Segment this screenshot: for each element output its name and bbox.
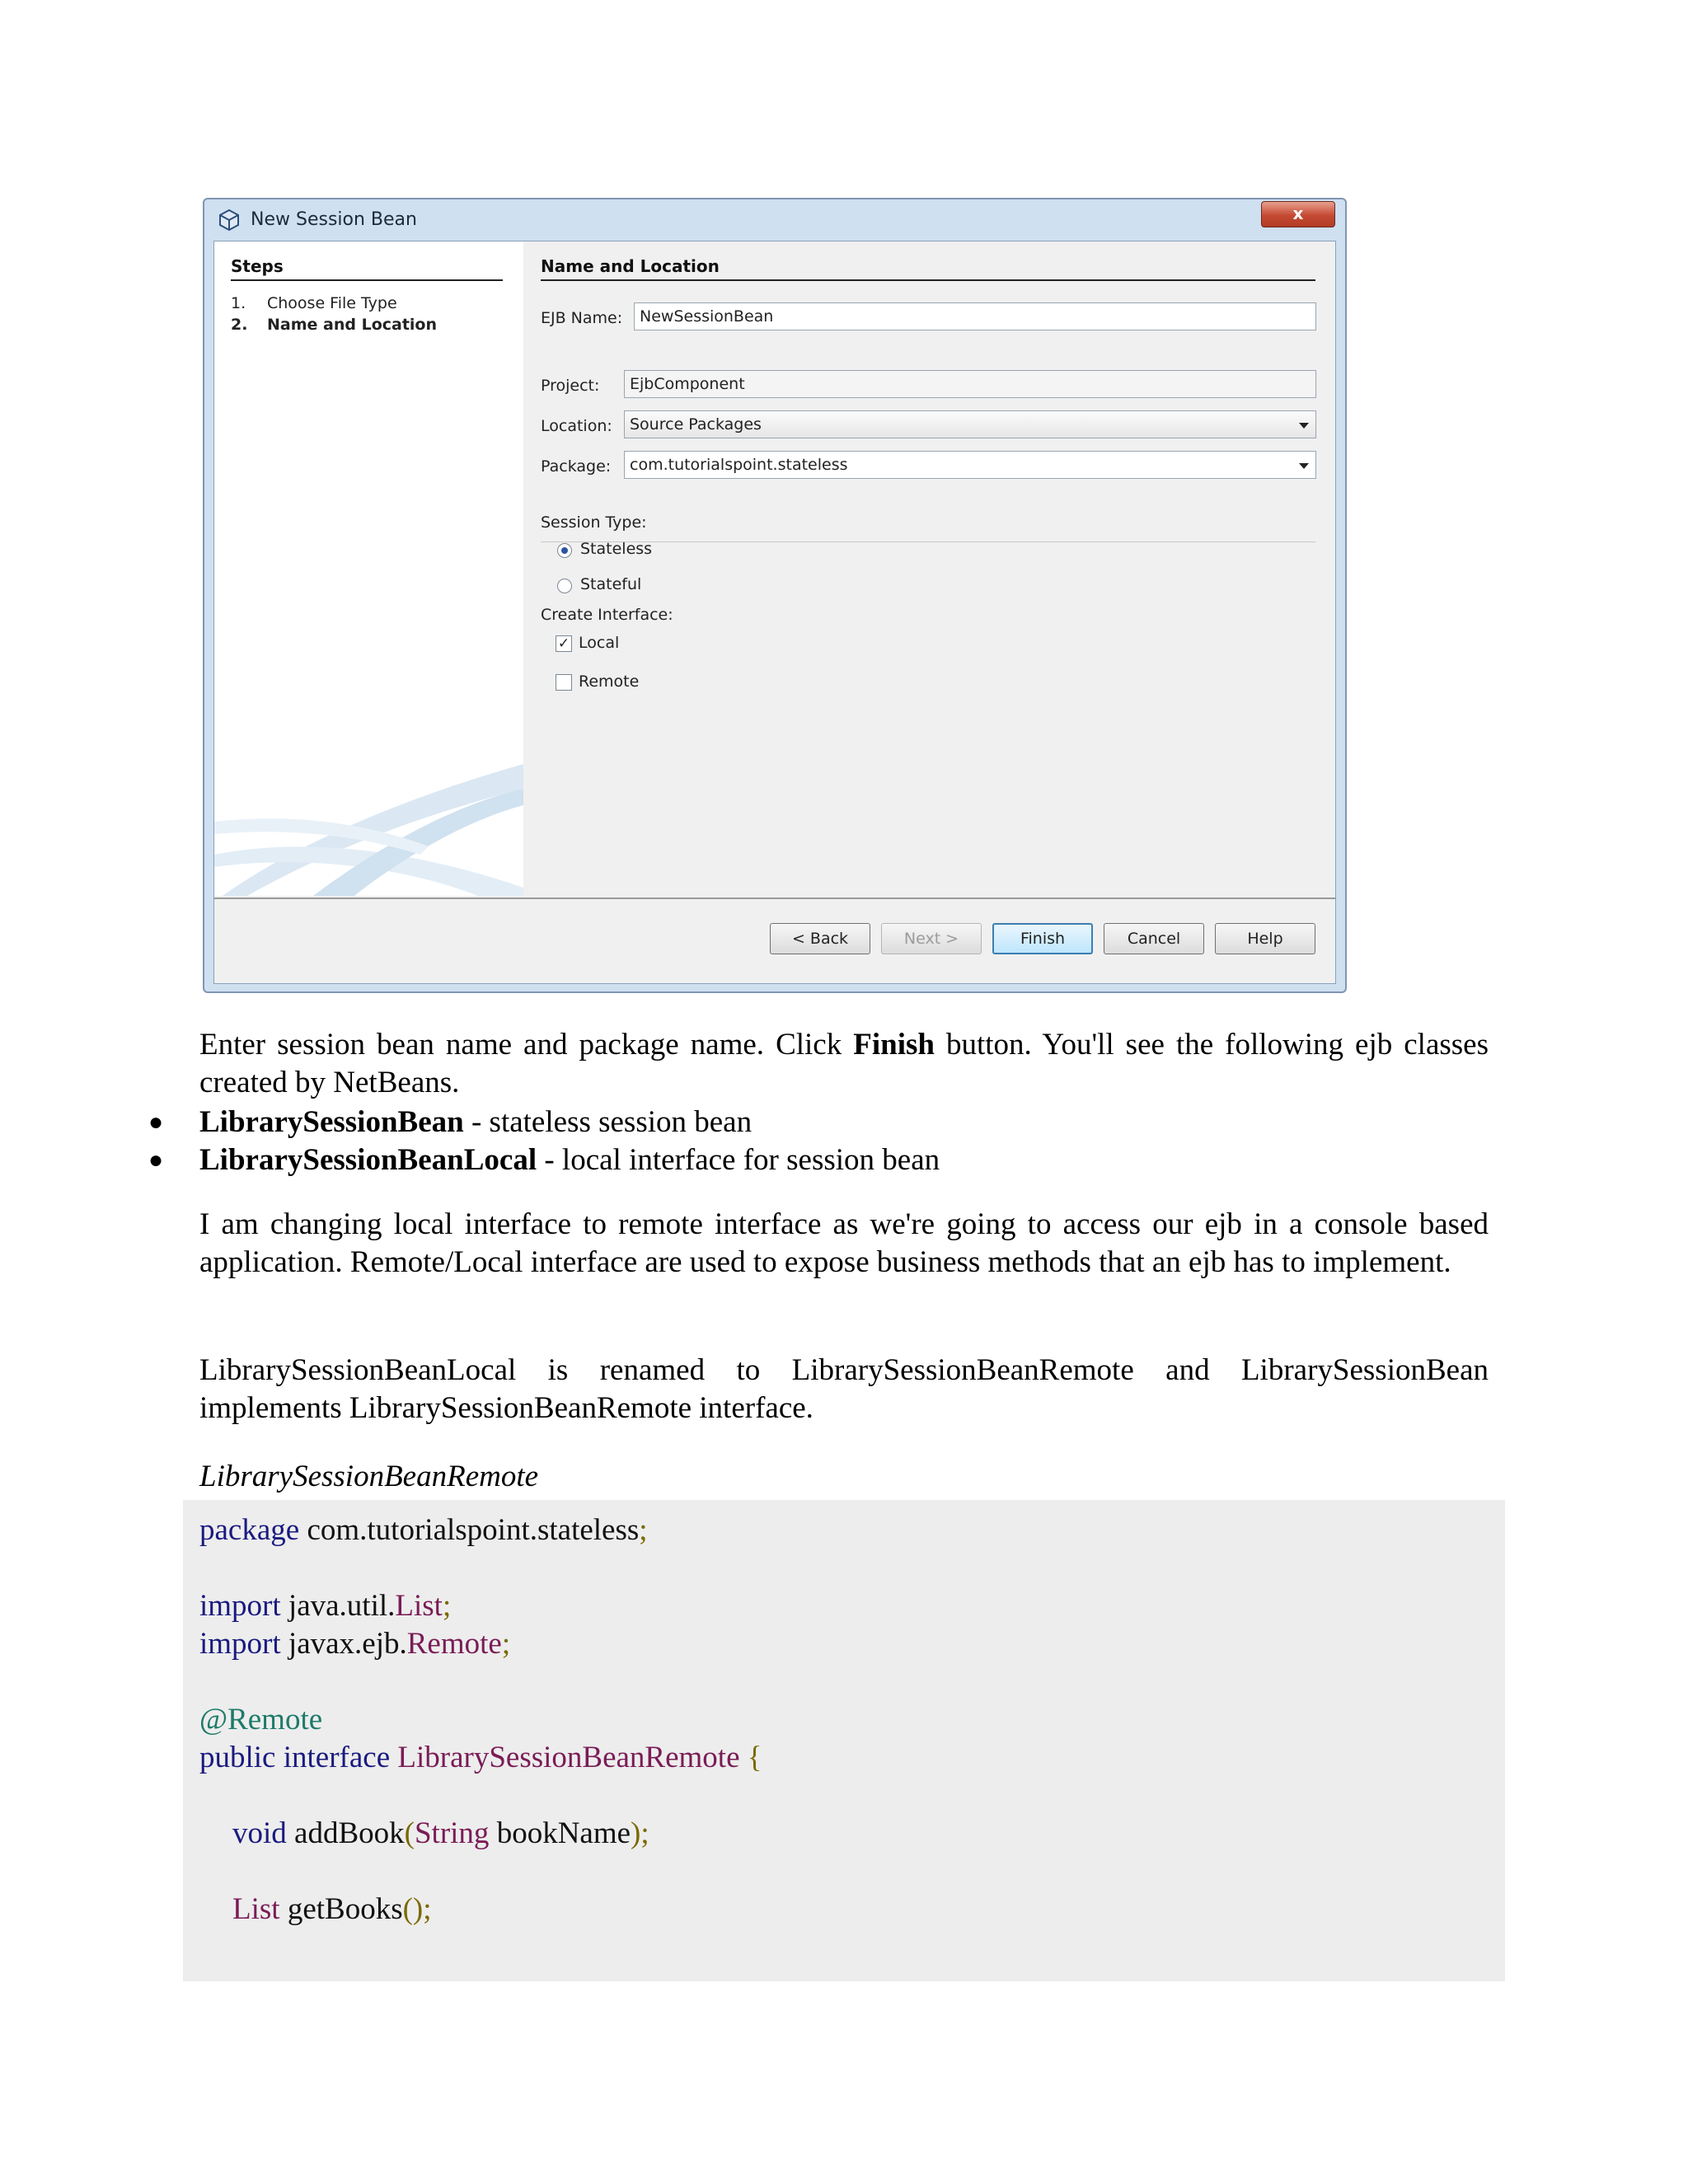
finish-emphasis: Finish <box>853 1028 935 1062</box>
code-line <box>199 1739 762 1777</box>
code-punctuation: ; <box>639 1513 648 1547</box>
list-item <box>199 1141 940 1179</box>
code-punctuation: ( <box>404 1816 415 1850</box>
stateless-radio-label[interactable]: Stateless <box>580 540 653 558</box>
rename-paragraph: LibrarySessionBeanLocal is renamed to LibrarySessionBeanRemote and LibrarySessionBean implements LibrarySessionBeanRemote interface. <box>199 1353 1489 1425</box>
intro-text-start: Enter session bean name and package name. Click <box>199 1028 854 1062</box>
dialog-client-area <box>213 241 1336 984</box>
code-type: LibrarySessionBeanRemote <box>397 1741 740 1774</box>
code-text <box>390 1741 397 1774</box>
ejb-name-label: EJB Name: <box>541 309 623 327</box>
code-keyword: import <box>199 1589 281 1623</box>
netbeans-cube-icon <box>218 209 241 232</box>
step-item-name-and-location <box>231 316 437 334</box>
remote-checkbox[interactable] <box>556 674 572 691</box>
package-value: com.tutorialspoint.stateless <box>630 456 848 474</box>
back-button[interactable]: < Back <box>770 923 870 954</box>
code-type: List <box>395 1589 443 1623</box>
ejb-name-input[interactable]: NewSessionBean <box>634 302 1316 330</box>
code-line <box>199 1511 648 1549</box>
code-text: getBooks <box>279 1892 403 1926</box>
title-bar[interactable] <box>204 199 1345 241</box>
new-session-bean-dialog <box>203 198 1347 993</box>
finish-button[interactable]: Finish <box>992 923 1093 954</box>
code-keyword: package <box>199 1513 300 1547</box>
bullet-term: LibrarySessionBean <box>199 1105 464 1139</box>
code-annotation: @Remote <box>199 1703 323 1736</box>
bullet-term: LibrarySessionBeanLocal <box>199 1143 537 1177</box>
package-combobox[interactable] <box>624 451 1316 479</box>
chevron-down-icon <box>1299 463 1309 469</box>
step-label: Name and Location <box>267 316 438 334</box>
code-punctuation: { <box>739 1741 762 1774</box>
steps-heading: Steps <box>231 256 503 281</box>
location-label: Location: <box>541 417 612 435</box>
next-button[interactable]: Next > <box>881 923 982 954</box>
code-type: List <box>232 1892 280 1926</box>
intro-text-end: button. You'll see the following ejb classes created by NetBeans. <box>199 1028 1489 1099</box>
chevron-down-icon <box>1299 423 1309 429</box>
bullet-description: - local interface for session bean <box>537 1143 940 1177</box>
package-label: Package: <box>541 457 612 476</box>
location-dropdown[interactable] <box>624 410 1316 438</box>
step-number: 1. <box>231 294 246 312</box>
code-punctuation: (); <box>402 1892 432 1926</box>
code-caption: LibrarySessionBeanRemote <box>199 1460 539 1493</box>
help-button[interactable]: Help <box>1215 923 1315 954</box>
local-checkbox-label[interactable]: Local <box>579 634 620 652</box>
project-label: Project: <box>541 377 600 395</box>
location-selected-value: Source Packages <box>630 415 762 434</box>
project-field: EjbComponent <box>624 370 1316 398</box>
bullet-icon: ● <box>148 1146 164 1174</box>
create-interface-label: Create Interface: <box>541 606 673 624</box>
code-line <box>232 1891 432 1929</box>
code-text: bookName <box>489 1816 631 1850</box>
form-separator <box>541 541 1315 542</box>
name-and-location-heading: Name and Location <box>541 256 1315 281</box>
bullet-icon: ● <box>148 1108 164 1136</box>
dialog-title: New Session Bean <box>251 209 417 230</box>
code-line <box>232 1815 649 1853</box>
code-text: java.util. <box>280 1589 396 1623</box>
step-label: Choose File Type <box>267 294 397 312</box>
code-line <box>199 1701 322 1739</box>
code-text: javax.ejb. <box>280 1627 407 1661</box>
local-checkbox[interactable]: ✓ <box>556 635 572 652</box>
list-item <box>199 1104 752 1141</box>
bullet-description: - stateless session bean <box>463 1105 753 1139</box>
intro-paragraph <box>199 1026 1489 1102</box>
radio-selected-dot <box>561 547 568 554</box>
code-punctuation: ); <box>631 1816 649 1850</box>
code-punctuation: ; <box>442 1589 452 1623</box>
stateless-radio[interactable] <box>557 543 572 558</box>
code-punctuation: ; <box>501 1627 511 1661</box>
code-line <box>199 1587 451 1625</box>
session-type-label: Session Type: <box>541 513 647 532</box>
stateful-radio[interactable] <box>557 579 572 593</box>
code-keyword: public interface <box>199 1741 391 1774</box>
remote-interface-paragraph: I am changing local interface to remote interface as we're going to access our ejb in a console based application. Remote/Local interface are used to expose business methods that an ejb has to implement. <box>199 1207 1489 1279</box>
cancel-button[interactable]: Cancel <box>1104 923 1204 954</box>
code-keyword: import <box>199 1627 281 1661</box>
step-number: 2. <box>231 316 248 334</box>
netbeans-swoosh-graphic <box>214 731 523 896</box>
close-button[interactable]: x <box>1261 201 1335 227</box>
code-type: Remote <box>406 1627 502 1661</box>
code-text: com.tutorialspoint.stateless <box>299 1513 640 1547</box>
code-keyword: void <box>232 1816 287 1850</box>
remote-checkbox-label[interactable]: Remote <box>579 673 640 691</box>
step-item-choose-file-type <box>231 294 397 312</box>
footer-separator <box>214 898 1335 899</box>
code-type: String <box>414 1816 490 1850</box>
steps-pane <box>214 241 523 896</box>
code-line <box>199 1625 510 1663</box>
stateful-radio-label[interactable]: Stateful <box>580 575 642 593</box>
code-text: addBook <box>286 1816 405 1850</box>
